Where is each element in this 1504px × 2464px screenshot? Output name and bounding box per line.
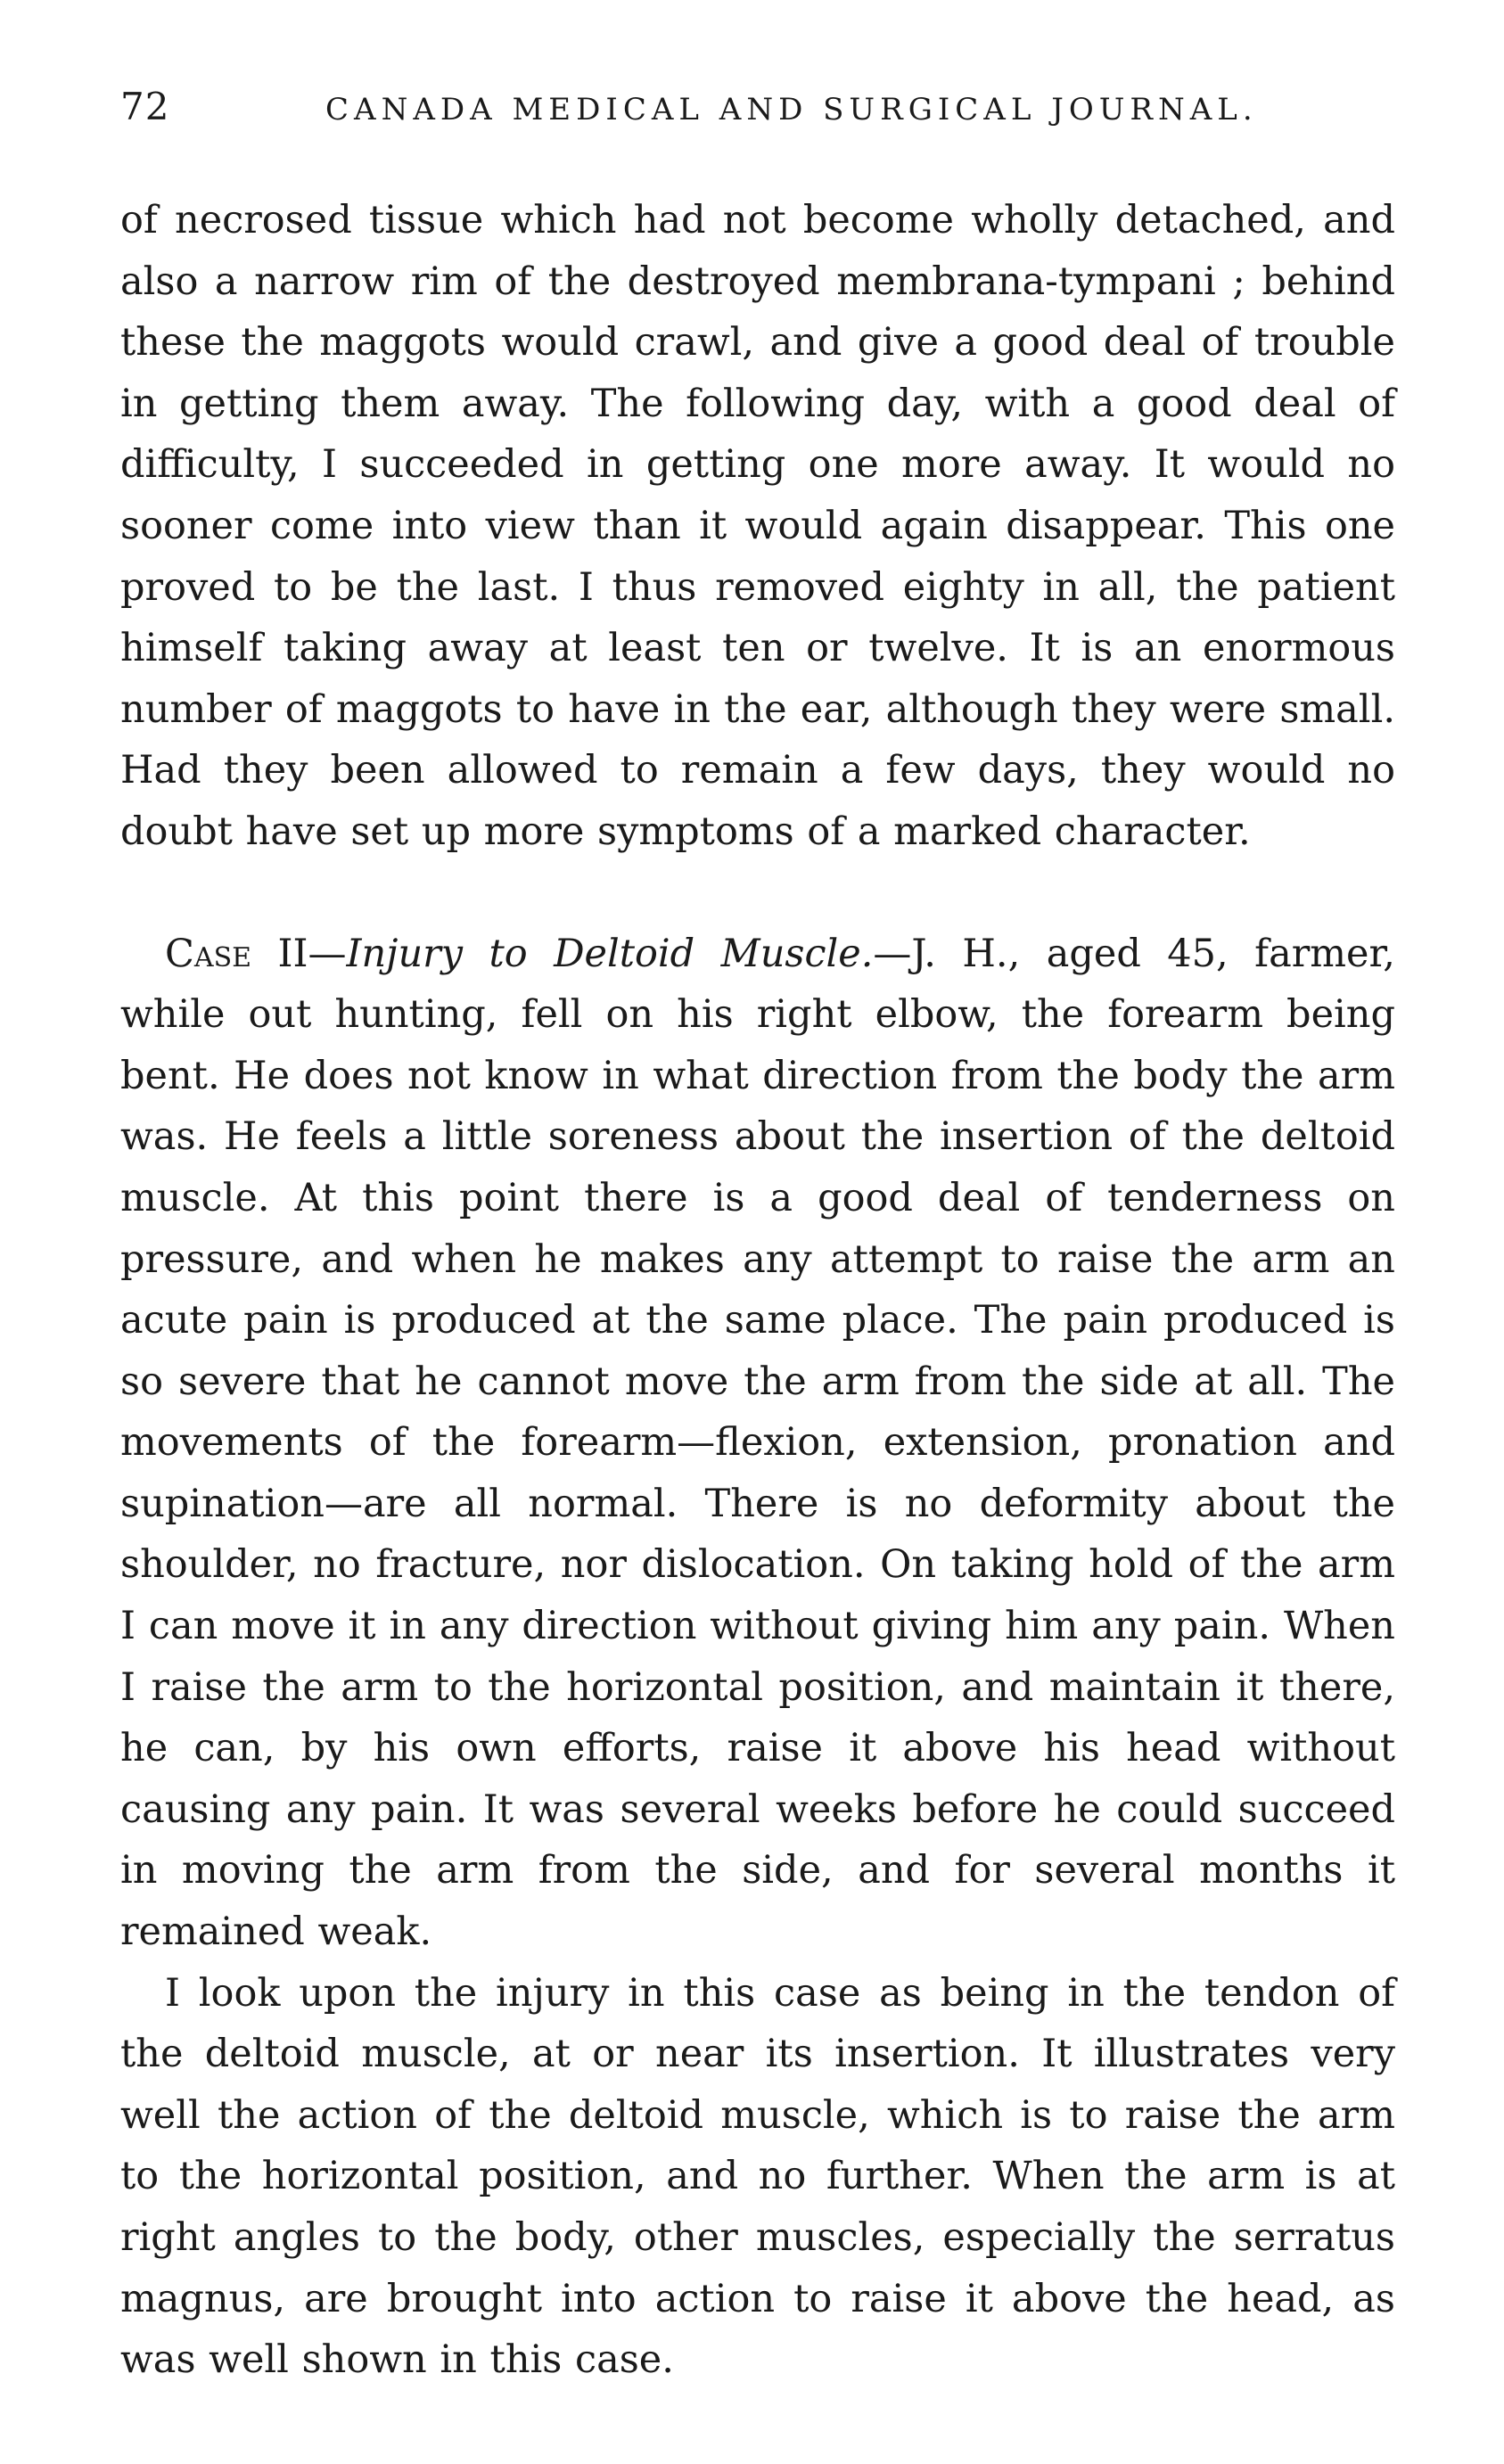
journal-title: CANADA MEDICAL AND SURGICAL JOURNAL. (325, 92, 1258, 127)
case-ii-text: —J. H., aged 45, farmer, while out hunting, fell on his right elbow, the forearm being bent. He does not know in what direction from the body the arm was. He feels a little soreness about the insertion of the deltoid muscle. At this point there is a good deal of tenderness on pressure, and when he makes any attempt to raise the arm an acute pain is produced at the same place. The pain produced is so severe that he cannot move the arm from the side at all. The movements of the forearm—flexion, extension, pronation and supination—are all normal. There is no deformity about the shoulder, no fracture, nor dislocation. On taking hold of the arm I can move it in any direction without giving him any pain. When I raise the arm to the horizontal position, and maintain it there, he can, by his own efforts, raise it above his head without causing any pain. It was several weeks before he could succeed in moving the arm from the side, and for several months it remained weak. (120, 931, 1395, 1955)
case-label: Case II— (165, 931, 347, 976)
running-head (120, 85, 1395, 138)
page-number: 72 (120, 85, 170, 128)
case-title: Injury to Deltoid Muscle. (346, 931, 874, 976)
journal-page (120, 85, 1395, 2391)
case-ii-paragraph (120, 924, 1395, 1963)
paragraph-continuation: of necrosed tissue which had not become wholly detached, and also a narrow rim of the destroyed membrana-tympani ; behind these the maggots would crawl, and give a good deal of trouble in getting them away. The following day, with a good deal of difficulty, I succeeded in getting one more away. It would no sooner come into view than it would again disappear. This one proved to be the last. I thus removed eighty in all, the patient himself taking away at least ten or twelve. It is an enormous number of maggots to have in the ear, although they were small. Had they been allowed to remain a few days, they would no doubt have set up more symptoms of a marked character. (120, 198, 1395, 854)
paragraph-conclusion: I look upon the injury in this case as being in the tendon of the deltoid muscle, at or near its insertion. It illustrates very well the action of the deltoid muscle, which is to raise the arm to the horizontal position, and no further. When the arm is at right angles to the body, other muscles, especially the serratus magnus, are brought into action to raise it above the head, as was well shown in this case. (120, 1970, 1395, 2383)
